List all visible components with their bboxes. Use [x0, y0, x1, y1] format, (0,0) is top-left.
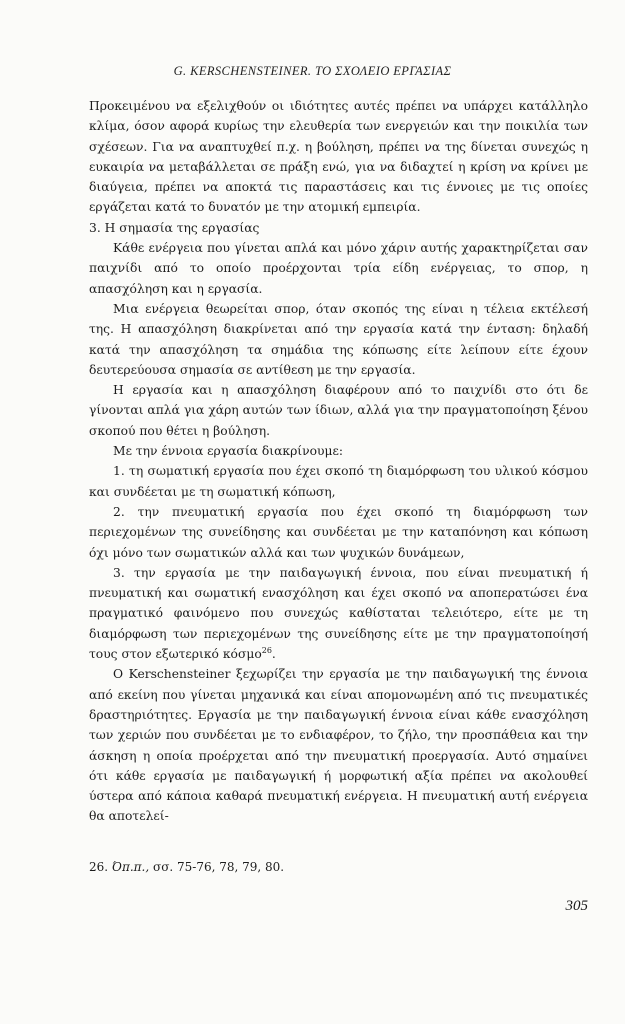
- list-item-2: 2. την πνευματική εργασία που έχει σκοπό τη διαμόρφωση των περιεχομένων της συνείδησης και συνδέεται με την καταπόνηση και κόπωση όχι μόνο των σωματικών αλλά και των ψυχικών δυνάμεων,: [89, 504, 588, 560]
- paragraph-6: Ο Kerschensteiner ξεχωρίζει την εργασία με την παιδαγωγική της έννοια από εκείνη που γίνεται μηχανικά και είναι απομονωμένη από τις πνευματικές δραστηριότητες. Εργασία με την παιδαγωγική έννοια είναι κάθε ενασχόληση των χεριών που συνδέεται με το ενδιαφέρον, το ζήλο, την προσπάθεια και την άσκηση η οποία προέρχεται από την πνευματική προεργασία. Αυτό σημαίνει ότι κάθε εργασία με παιδαγωγική ή μορφωτική αξία πρέπει να ακολουθεί ύστερα από κάποια καθαρά πνευματική ενέργεια. Η πνευματική αυτή ενέργεια θα αποτελεί-: [89, 667, 588, 824]
- paragraph-2: Κάθε ενέργεια που γίνεται απλά και μόνο χάριν αυτής χαρακτηρίζεται σαν παιχνίδι από το οποίο προέρχονται τρία είδη ενέργειας, το σπορ, η απασχόληση και η εργασία.: [89, 241, 588, 296]
- paragraph-4: Η εργασία και η απασχόληση διαφέρουν από το παιχνίδι στο ότι δε γίνονται απλά για χάρη αυτών των ίδιων, αλλά για την πραγματοποίηση ξένου σκοπού που θέτει η βούληση.: [89, 383, 588, 438]
- page-number: 305: [565, 898, 588, 914]
- footnote: [89, 860, 588, 874]
- list-item-3-text: 3. την εργασία με την παιδαγωγική έννοια, που είναι πνευματική ή πνευματική και σωματική ενασχόληση και έχει σκοπό να αποπερατώσει ένα πραγματικό φαινόμενο που συνεχώς καθίσταται τελειότερο, είτε με τη διαμόρφωση των περιεχομένων της συνείδησης είτε με την πραγματοποίησή τους στον εξωτερικό κόσμο: [89, 565, 588, 662]
- section-heading: 3. Η σημασία της εργασίας: [89, 220, 260, 235]
- paragraph-5: Με την έννοια εργασία διακρίνουμε:: [113, 444, 343, 459]
- paragraph-3: Μια ενέργεια θεωρείται σπορ, όταν σκοπός της είναι η τέλεια εκτέλεσή της. Η απασχόληση διακρίνεται από την εργασία κατά την ένταση: δηλαδή κατά την απασχόληση τα σημάδια της κόπωσης είτε λείπουν είτε έχουν δευτερεύουσα σημασία σε αντίθεση με την εργασία.: [89, 301, 588, 377]
- footnote-marker: 26: [261, 645, 272, 655]
- footnote-number: 26.: [89, 860, 109, 874]
- footnote-pages: σσ. 75-76, 78, 79, 80.: [153, 860, 285, 874]
- list-item-1: 1. τη σωματική εργασία που έχει σκοπό τη διαμόρφωση του υλικού κόσμου και συνδέεται με τη σωματική κόπωση,: [89, 464, 588, 499]
- running-title: G. KERSCHENSTEINER. ΤΟ ΣΧΟΛΕΙΟ ΕΡΓΑΣΙΑΣ: [173, 64, 452, 78]
- main-text: [89, 96, 588, 827]
- footnote-reference: Όπ.π.,: [111, 860, 150, 874]
- list-item-3-end: .: [271, 647, 276, 662]
- paragraph-1: Προκειμένου να εξελιχθούν οι ιδιότητες αυτές πρέπει να υπάρχει κατάλληλο κλίμα, όσον αφορά κυρίως την ελευθερία των ενεργειών και την ποικιλία των σχέσεων. Για να αναπτυχθεί π.χ. η βούληση, πρέπει να της δίνεται συνεχώς η ευκαιρία να μεταβάλλεται σε πράξη ενώ, για να διδαχτεί η κρίση να κρίνει με διαύγεια, πρέπει να αποκτά τις παραστάσεις και τις έννοιες με τις οποίες εργάζεται κατά το δυνατόν με την ατομική εμπειρία.: [89, 99, 588, 215]
- list-item-3: [89, 563, 588, 664]
